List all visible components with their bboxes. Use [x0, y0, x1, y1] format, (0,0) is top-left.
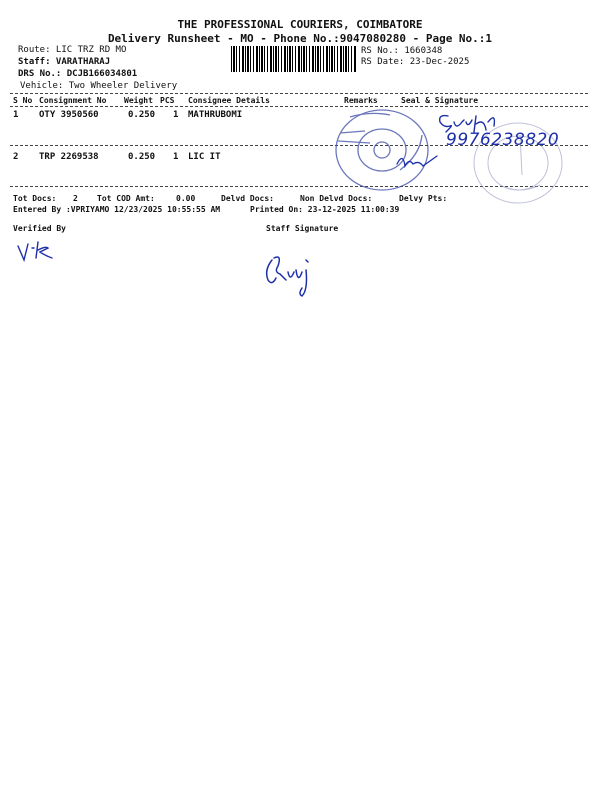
stamp-scribble: [393, 150, 443, 174]
staff-label: Staff: VARATHARAJ: [18, 57, 111, 67]
rs-number: RS No.: 1660348: [361, 46, 443, 56]
staff-signature: [262, 250, 324, 302]
col-weight: Weight: [124, 96, 153, 105]
col-remarks: Remarks: [344, 96, 378, 105]
svg-text:9976238820: 9976238820: [446, 130, 560, 150]
route-label: Route: LIC TRZ RD MO: [18, 45, 127, 55]
staff-signature-label: Staff Signature: [266, 224, 339, 233]
row-consignee: MATHRUBOMI: [188, 110, 243, 120]
entered-by: Entered By :VPRIYAMO 12/23/2025 10:55:55 AM: [13, 205, 221, 214]
col-consignee: Consignee Details: [188, 96, 270, 105]
handwritten-phone: [444, 126, 564, 152]
row-consignment: TRP 2269538: [39, 152, 99, 162]
runsheet-subtitle: Delivery Runsheet - MO - Phone No.:9047080280 - Page No.:1: [107, 32, 493, 45]
col-seal-signature: Seal & Signature: [401, 96, 479, 105]
rs-date: RS Date: 23-Dec-2025: [361, 57, 470, 67]
row-sno: 2: [13, 152, 19, 162]
col-sno: S No: [13, 96, 33, 105]
non-delvd-docs-label: Non Delvd Docs:: [300, 194, 373, 203]
verified-signature: [16, 238, 66, 264]
printed-on: Printed On: 23-12-2025 11:00:39: [250, 205, 400, 214]
row-sno: 1: [13, 110, 19, 120]
tot-docs-label: Tot Docs:: [13, 194, 57, 203]
company-title: THE PROFESSIONAL COURIERS, COIMBATORE: [177, 18, 423, 31]
row-consignment: OTY 3950560: [39, 110, 99, 120]
tot-docs-value: 2: [73, 194, 78, 203]
drs-number: DRS No.: DCJB166034801: [18, 69, 138, 79]
col-consignment: Consignment No: [39, 96, 107, 105]
tot-cod-value: 0.00: [176, 194, 196, 203]
divider-top: [10, 93, 588, 94]
row-weight: 0.250: [128, 110, 156, 120]
row-consignee: LIC IT: [188, 152, 221, 162]
row-pcs: 1: [173, 110, 179, 120]
tot-cod-label: Tot COD Amt:: [97, 194, 155, 203]
row-weight: 0.250: [128, 152, 156, 162]
verified-by-label: Verified By: [13, 224, 66, 233]
delvd-docs-label: Delvd Docs:: [221, 194, 274, 203]
col-pcs: PCS: [160, 96, 175, 105]
barcode: [231, 46, 357, 72]
vehicle-label: Vehicle: Two Wheeler Delivery: [20, 81, 178, 91]
delvy-pts-label: Delvy Pts:: [399, 194, 448, 203]
row-pcs: 1: [173, 152, 179, 162]
divider-header: [10, 106, 588, 107]
